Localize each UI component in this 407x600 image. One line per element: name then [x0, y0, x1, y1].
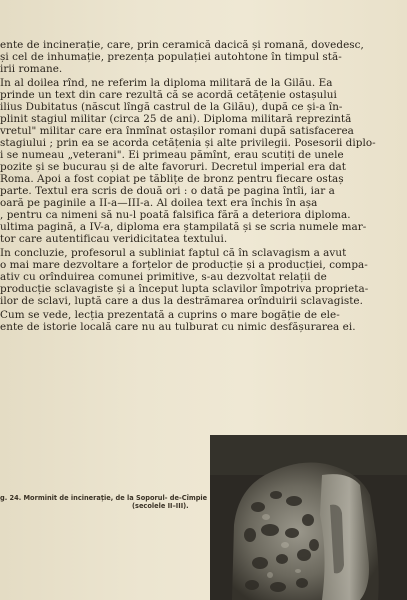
caption-line: g. 24. Morminit de incinerație, de la Soporul- de-Cîmpie	[0, 494, 208, 502]
text-line: , pentru ca nimeni să nu-l poată falsifica fără a deteriora diploma.	[0, 210, 351, 221]
text-line: In concluzie, profesorul a subliniat faptul că în sclavagism a avut	[0, 248, 347, 259]
text-line: oară pe paginile a II-a—III-a. Al doilea text era închis în așa	[0, 198, 318, 209]
text-line: stagiului ; prin ea se acorda cetățenia și alte privilegii. Posesorii diplo-	[0, 138, 376, 149]
text-line: Cum se vede, lecția prezentată a cuprins o mare bogăție de ele-	[0, 310, 340, 321]
text-line: irii romane.	[0, 64, 63, 75]
text-line: parte. Textul era scris de două ori : o dată pe pagina întîi, iar a	[0, 186, 335, 197]
text-line: producție sclavagiste și a început lupta sclavilor împotriva proprieta-	[0, 284, 369, 295]
figure-caption	[0, 494, 215, 510]
text-line: și cel de inhumație, prezența populației autohtone în timpul stă-	[0, 52, 342, 63]
text-line: o mai mare dezvoltare a forțelor de producție și a producției, compa-	[0, 260, 368, 271]
caption-line: (secolele II–III).	[132, 502, 189, 510]
text-line: prinde un text din care rezultă că se acordă cetățenie ostașului	[0, 90, 337, 101]
cremation-urn-image	[210, 435, 407, 600]
text-line: ativ cu orînduirea comunei primitive, s-au dezvoltat relații de	[0, 272, 327, 283]
text-line: Roma. Apoi a fost copiat pe tăblițe de bronz pentru fiecare ostaș	[0, 174, 344, 185]
text-line: ente de istorie locală care nu au tulburat cu nimic desfășurarea ei.	[0, 322, 356, 333]
urn-photograph	[210, 435, 407, 600]
text-line: pozite și se bucurau și de alte favoruri. Decretul imperial era dat	[0, 162, 346, 173]
text-line: i se numeau „veterani". Ei primeau pămînt, erau scutiți de unele	[0, 150, 344, 161]
text-line: vretul" militar care era înmînat ostașilor romani după satisfacerea	[0, 126, 354, 137]
text-line: ilius Dubitatus (născut lîngă castrul de la Gilău), după ce și-a în-	[0, 102, 343, 113]
text-line: ilor de sclavi, luptă care a dus la destrămarea orînduirii sclavagiste.	[0, 296, 363, 307]
text-line: In al doilea rînd, ne referim la diploma militară de la Gilău. Ea	[0, 78, 333, 89]
text-line: ente de incinerație, care, prin ceramică dacică și romană, dovedesc,	[0, 40, 364, 51]
text-line: tor care autentificau veridicitatea textului.	[0, 234, 228, 245]
text-line: plinit stagiul militar (circa 25 de ani). Diploma militară reprezintă	[0, 114, 352, 125]
text-line: ultima pagină, a IV-a, diploma era ștampilată și se scria numele mar-	[0, 222, 367, 233]
